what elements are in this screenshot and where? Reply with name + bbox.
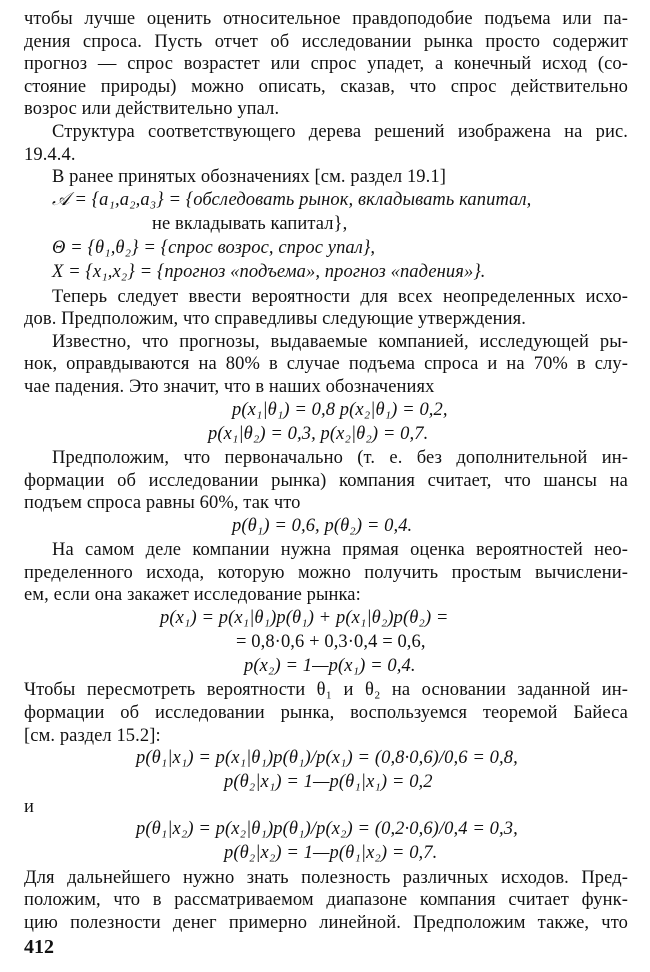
page-number: 412 <box>24 936 54 958</box>
formula-line: p(x₁) = p(x₁|θ₁)p(θ₁) + p(x₁|θ₂)p(θ₂) = <box>160 607 449 628</box>
paragraph-start: На самом деле компании нужна прямая оценка вероятностей нео- <box>52 540 628 560</box>
paragraph-start: Предположим, что первоначально (т. е. без дополнительной ин- <box>52 448 628 468</box>
text-line: [см. раздел 15.2]: <box>24 725 161 746</box>
paragraph-start: Известно, что прогнозы, выдаваемые компанией, исследующей ры- <box>52 331 628 352</box>
paragraph-start: Теперь следует ввести вероятности для всех неопределенных исхо- <box>52 286 628 307</box>
text-line: формации об исследовании рынка) компания считает, что шансы на <box>24 470 628 491</box>
text-line: Чтобы пересмотреть вероятности θ₁ и θ₂ на основании заданной ин- <box>24 680 628 701</box>
text-line: дов. Предположим, что справедливы следующие утверждения. <box>24 309 526 330</box>
formula-line: Θ = {θ₁,θ₂} = {спрос возрос, спрос упал}, <box>52 238 376 259</box>
formula-line: p(x₁|θ₁) = 0,8 p(x₂|θ₁) = 0,2, <box>232 399 448 420</box>
formula-line: p(x₁|θ₂) = 0,3, p(x₂|θ₂) = 0,7. <box>208 423 429 444</box>
text-line: положим, что в рассматриваемом диапазоне компания считает функ- <box>24 890 628 911</box>
text-line: чае падения. Это значит, что в наших обозначениях <box>24 377 435 397</box>
formula-line: X = {x₁,x₂} = {прогноз «подъема», прогноз «падения»}. <box>52 262 486 283</box>
text-line: пределенного исхода, которую можно получить простым вычислени- <box>24 562 628 583</box>
formula-line: p(x₂) = 1—p(x₁) = 0,4. <box>244 656 416 677</box>
text-line: стояние природы) можно описать, сказав, что спрос действительно <box>24 76 628 97</box>
paragraph-start: В ранее принятых обозначениях [см. раздел 19.1] <box>52 167 446 188</box>
text-line: подъем спроса равны 60%, так что <box>24 493 301 514</box>
formula-line: p(θ₂|x₂) = 1—p(θ₁|x₂) = 0,7. <box>224 843 438 864</box>
formula-line: 𝒜 = {a₁,a₂,a₃} = {обследовать рынок, вкладывать капитал, <box>52 189 532 210</box>
text-line: Для дальнейшего нужно знать полезность различных исходов. Пред- <box>24 867 628 888</box>
text-line: нок, оправдываются на 80% в случае подъема спроса и на 70% в слу- <box>24 354 628 375</box>
text-line: формации об исследовании рынка, воспользуемся теоремой Байеса <box>24 703 628 723</box>
paragraph-start: Структура соответствующего дерева решений изображена на рис. <box>52 122 628 142</box>
text-line: и <box>24 796 35 817</box>
formula-line: = 0,8·0,6 + 0,3·0,4 = 0,6, <box>236 632 426 652</box>
formula-line: p(θ₂|x₁) = 1—p(θ₁|x₁) = 0,2 <box>224 772 433 793</box>
formula-line: p(θ₁) = 0,6, p(θ₂) = 0,4. <box>232 515 413 536</box>
formula-line: p(θ₁|x₂) = p(x₂|θ₁)p(θ₁)/p(x₂) = (0,2·0,6)/0,4 = 0,3, <box>136 819 518 840</box>
text-line: ем, если она закажет исследование рынка: <box>24 585 361 606</box>
text-line: цию полезности денег примерно линейной. Предположим также, что <box>24 912 628 933</box>
formula-line: не вкладывать капитал}, <box>152 214 348 234</box>
text-line: 19.4.4. <box>24 144 76 165</box>
text-line: дения спроса. Пусть отчет об исследовании рынка просто содержит <box>24 31 628 52</box>
text-line: чтобы лучше оценить относительное правдоподобие подъема или па- <box>24 9 628 29</box>
text-line: возрос или действительно упал. <box>24 99 280 120</box>
formula-line: p(θ₁|x₁) = p(x₁|θ₁)p(θ₁)/p(x₁) = (0,8·0,6)/0,6 = 0,8, <box>136 748 518 769</box>
text-line: прогноз — спрос возрастет или спрос упадет, а конечный исход (со- <box>24 54 628 75</box>
